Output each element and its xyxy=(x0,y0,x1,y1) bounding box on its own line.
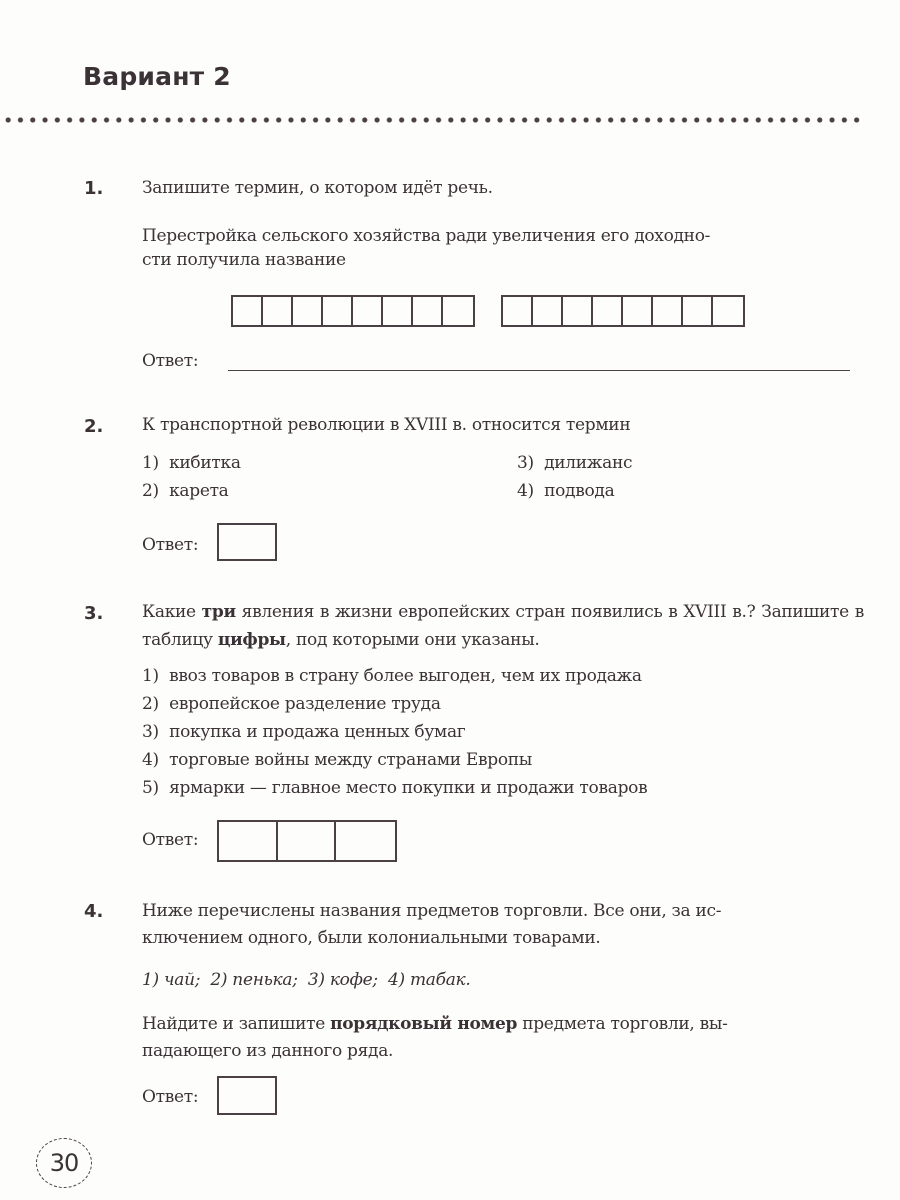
letter-cell[interactable] xyxy=(683,297,713,325)
question-4-answer-box[interactable] xyxy=(217,1076,277,1115)
letter-cell[interactable] xyxy=(623,297,653,325)
prompt-text: явления в жизни европейских стран появились в XVIII в.? Запишите в таблицу xyxy=(142,602,864,650)
question-2-option-1 xyxy=(142,453,241,473)
question-3-prompt xyxy=(142,598,864,654)
question-1-prompt: Запишите термин, о котором идёт речь. xyxy=(142,178,493,198)
page-number-badge: 30 xyxy=(36,1138,92,1188)
option-number: 4) xyxy=(142,750,159,770)
question-4-prompt-line2: ключением одного, были колониальными товарами. xyxy=(142,928,601,948)
question-1-number: 1. xyxy=(84,178,104,199)
option-number: 5) xyxy=(142,778,159,798)
question-4-prompt-line1: Ниже перечислены названия предметов торговли. Все они, за ис- xyxy=(142,901,722,921)
option-text: подвода xyxy=(544,481,615,501)
letter-cell[interactable] xyxy=(293,297,323,325)
dotted-divider xyxy=(2,116,864,124)
option-text: торговые войны между странами Европы xyxy=(169,750,533,770)
question-3-number: 3. xyxy=(84,603,104,624)
prompt-text: Какие xyxy=(142,602,202,622)
option-number: 2) xyxy=(142,694,159,714)
question-1-body-line2: сти получила название xyxy=(142,250,346,270)
question-2-answer-label: Ответ: xyxy=(142,535,199,555)
prompt-text: , под которыми они указаны. xyxy=(285,630,540,650)
question-4-instruction-line2: падающего из данного ряда. xyxy=(142,1041,394,1061)
letter-cell[interactable] xyxy=(713,297,743,325)
question-4-answer-label: Ответ: xyxy=(142,1087,199,1107)
question-3-answer-label: Ответ: xyxy=(142,830,199,850)
question-3-option-2 xyxy=(142,694,441,714)
question-3-option-5 xyxy=(142,778,647,798)
answer-cell[interactable] xyxy=(278,822,336,860)
option-number: 1) xyxy=(142,453,159,473)
question-2-answer-box[interactable] xyxy=(217,523,277,561)
question-4-instruction-line1 xyxy=(142,1010,864,1038)
question-4-items: 1) чай; 2) пенька; 3) кофе; 4) табак. xyxy=(142,970,471,990)
letter-cell[interactable] xyxy=(413,297,443,325)
question-3-option-4 xyxy=(142,750,532,770)
question-2-option-3 xyxy=(517,453,632,473)
option-text: карета xyxy=(169,481,229,501)
question-3-option-1 xyxy=(142,666,642,686)
letter-cell[interactable] xyxy=(533,297,563,325)
letter-cell[interactable] xyxy=(353,297,383,325)
question-2-option-2 xyxy=(142,481,229,501)
prompt-emphasis: цифры xyxy=(217,630,286,650)
letter-cell[interactable] xyxy=(383,297,413,325)
letter-cell[interactable] xyxy=(443,297,473,325)
question-2-number: 2. xyxy=(84,416,104,437)
option-text: ярмарки — главное место покупки и продажи товаров xyxy=(169,778,648,798)
option-text: покупка и продажа ценных бумаг xyxy=(169,722,466,742)
letter-cell[interactable] xyxy=(503,297,533,325)
question-1-answer-line[interactable] xyxy=(228,370,850,371)
prompt-emphasis: три xyxy=(201,602,236,622)
letter-cell[interactable] xyxy=(653,297,683,325)
question-1-body-line1: Перестройка сельского хозяйства ради увеличения его доходно- xyxy=(142,226,711,246)
option-text: кибитка xyxy=(169,453,241,473)
letter-cell[interactable] xyxy=(323,297,353,325)
letter-boxes-word-2[interactable] xyxy=(501,295,745,327)
option-number: 3) xyxy=(142,722,159,742)
question-2-prompt: К транспортной революции в XVIII в. относится термин xyxy=(142,415,631,435)
option-text: дилижанс xyxy=(544,453,633,473)
option-number: 4) xyxy=(517,481,534,501)
option-text: ввоз товаров в страну более выгоден, чем их продажа xyxy=(169,666,642,686)
instruction-text: предмета торговли, вы- xyxy=(517,1014,728,1034)
letter-cell[interactable] xyxy=(263,297,293,325)
letter-cell[interactable] xyxy=(233,297,263,325)
option-number: 3) xyxy=(517,453,534,473)
letter-cell[interactable] xyxy=(563,297,593,325)
option-number: 2) xyxy=(142,481,159,501)
answer-cell[interactable] xyxy=(336,822,395,860)
question-3-answer-boxes[interactable] xyxy=(217,820,397,862)
option-number: 1) xyxy=(142,666,159,686)
question-2-option-4 xyxy=(517,481,614,501)
question-3-option-3 xyxy=(142,722,465,742)
letter-boxes-word-1[interactable] xyxy=(231,295,475,327)
instruction-emphasis: порядковый номер xyxy=(330,1014,518,1034)
question-4-number: 4. xyxy=(84,901,104,922)
option-text: европейское разделение труда xyxy=(169,694,441,714)
answer-cell[interactable] xyxy=(219,822,278,860)
page-title: Вариант 2 xyxy=(83,62,231,91)
letter-cell[interactable] xyxy=(593,297,623,325)
question-1-answer-label: Ответ: xyxy=(142,351,199,371)
instruction-text: Найдите и запишите xyxy=(142,1014,331,1034)
